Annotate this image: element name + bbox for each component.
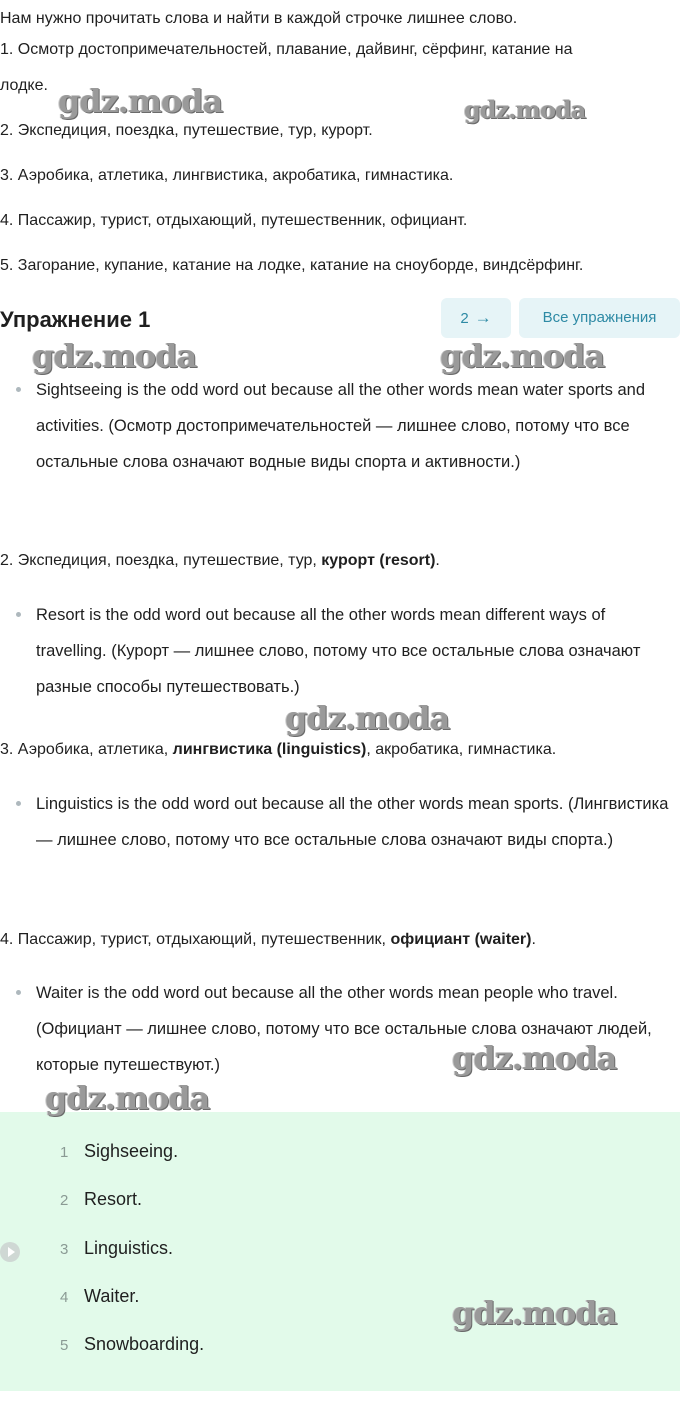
watermark: gdz.moda <box>464 95 586 124</box>
exercise-title: Упражнение 1 <box>0 307 151 332</box>
answer-item <box>60 1333 204 1357</box>
answer-number: 4 <box>60 1289 69 1306</box>
explanation-1-text: Sightseeing is the odd word out because all the other words mean water sports and activities. (Осмотр достопримечательностей — лишнее слово, потому что все остальные слова означают водные виды спорта и активности.) <box>36 381 646 471</box>
answer-number: 1 <box>60 1144 69 1161</box>
question-2-answer: курорт (resort) <box>321 552 436 569</box>
question-4 <box>0 930 536 950</box>
task-intro: Нам нужно прочитать слова и найти в каждой строчке лишнее слово. <box>0 10 518 27</box>
explanation-4-text: Waiter is the odd word out because all the other words mean people who travel. (Официант — лишнее слово, потому что все остальные слова означают людей, которые путешествуют.) <box>36 984 652 1074</box>
explanation-3-text: Linguistics is the odd word out because all the other words mean sports. (Лингвистика — лишнее слово, потому что все остальные слова означают виды спорта.) <box>36 795 669 849</box>
task-line-4: 4. Пассажир, турист, отдыхающий, путешественник, официант. <box>0 212 468 229</box>
watermark: gdz.moda <box>32 337 197 375</box>
question-3-answer: лингвистика (linguistics) <box>172 741 367 758</box>
answer-text: Waiter. <box>84 1286 140 1306</box>
explanation-2-text: Resort is the odd word out because all the other words mean different ways of travelling. (Курорт — лишнее слово, потому что все остальные слова означают разные способы путешествовать.) <box>36 606 641 696</box>
answer-item <box>60 1140 178 1164</box>
question-2 <box>0 551 440 571</box>
explanation-2 <box>36 597 676 705</box>
bullet-icon <box>16 387 21 392</box>
question-4-end: . <box>531 931 536 948</box>
answer-text: Sighseeing. <box>84 1141 179 1161</box>
bullet-icon <box>16 990 21 995</box>
watermark: gdz.moda <box>452 1039 617 1077</box>
next-exercise-label: 2 <box>460 310 469 327</box>
bullet-icon <box>16 801 21 806</box>
task-line-5: 5. Загорание, купание, катание на лодке, катание на сноуборде, виндсёрфинг. <box>0 257 584 274</box>
answer-item <box>60 1237 173 1261</box>
question-2-end: . <box>435 552 440 569</box>
explanation-1 <box>36 372 676 480</box>
question-4-answer: официант (waiter) <box>390 931 532 948</box>
watermark: gdz.moda <box>285 699 450 737</box>
question-4-text: 4. Пассажир, турист, отдыхающий, путешественник, <box>0 931 391 948</box>
answer-item <box>60 1285 139 1309</box>
watermark: gdz.moda <box>440 337 605 375</box>
task-line-1a: 1. Осмотр достопримечательностей, плавание, дайвинг, сёрфинг, катание на <box>0 41 573 58</box>
answer-text: Linguistics. <box>84 1238 174 1258</box>
answer-text: Resort. <box>84 1189 143 1209</box>
answer-number: 5 <box>60 1337 69 1354</box>
bullet-icon <box>16 612 21 617</box>
play-icon[interactable] <box>0 1242 20 1262</box>
all-exercises-button[interactable]: Все упражнения <box>519 298 680 338</box>
watermark: gdz.moda <box>58 82 223 120</box>
question-2-text: 2. Экспедиция, поездка, путешествие, тур, <box>0 552 322 569</box>
answer-number: 2 <box>60 1192 69 1209</box>
explanation-3 <box>36 786 676 858</box>
question-3-end: , акробатика, гимнастика. <box>366 741 557 758</box>
answer-item <box>60 1188 142 1212</box>
watermark: gdz.moda <box>45 1079 210 1117</box>
question-3 <box>0 740 556 760</box>
answer-text: Snowboarding. <box>84 1334 205 1354</box>
next-exercise-button[interactable] <box>441 298 511 338</box>
task-line-2: 2. Экспедиция, поездка, путешествие, тур, курорт. <box>0 122 373 139</box>
answer-number: 3 <box>60 1241 69 1258</box>
task-line-1b: лодке. <box>0 77 48 94</box>
arrow-right-icon: → <box>474 308 492 327</box>
question-3-text: 3. Аэробика, атлетика, <box>0 741 173 758</box>
watermark: gdz.moda <box>452 1294 617 1332</box>
task-line-3: 3. Аэробика, атлетика, лингвистика, акробатика, гимнастика. <box>0 167 454 184</box>
